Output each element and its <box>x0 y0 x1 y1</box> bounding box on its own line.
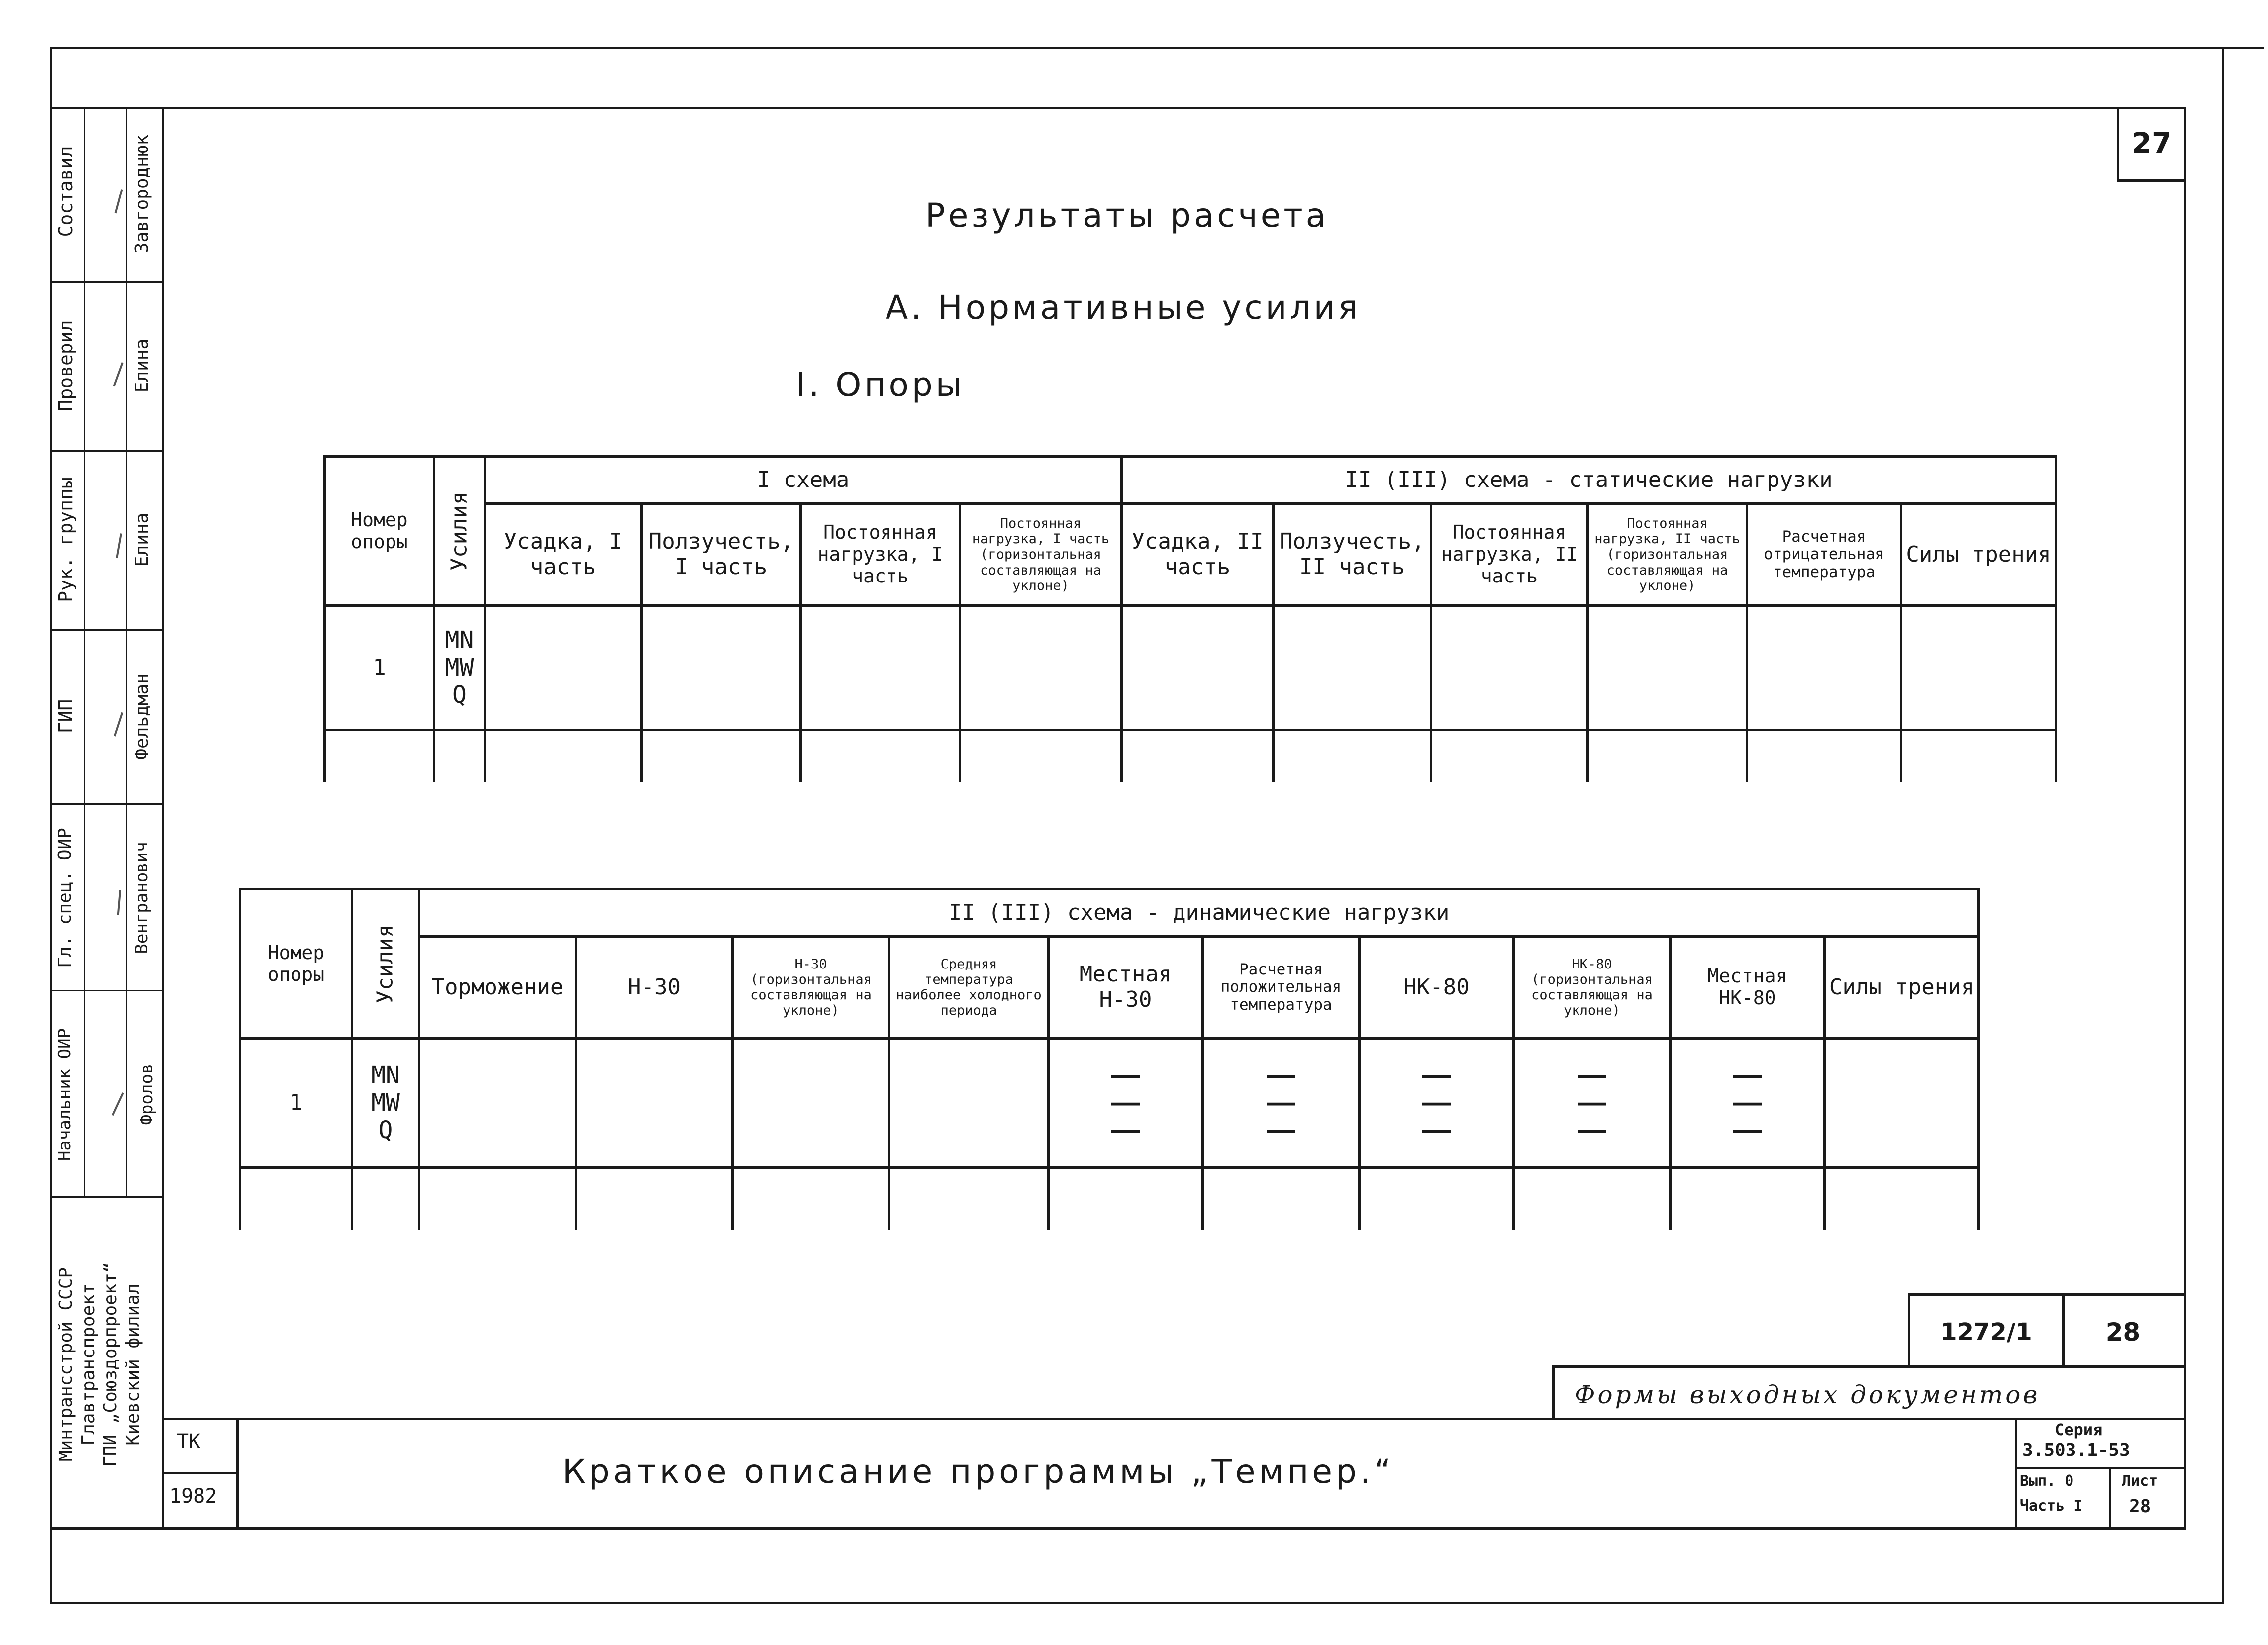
dash-cell-nk80: —— —— —— <box>1360 1039 1514 1168</box>
value-cell <box>485 606 642 730</box>
value-cell <box>1122 606 1274 730</box>
empty-cell <box>889 1168 1049 1230</box>
sheet-number-box <box>2117 107 2186 182</box>
signature-col-divider-1 <box>84 107 85 1196</box>
sheet-number: 27 <box>2131 126 2172 160</box>
value-cell <box>576 1039 733 1168</box>
col-header-10: Силы трения <box>1901 504 2056 606</box>
stamp-series-left <box>2015 1418 2017 1530</box>
empty-cell <box>801 730 960 782</box>
frame-right <box>2222 47 2224 1604</box>
signature-role-5: Гл. спец. ОИР <box>55 828 75 968</box>
col-header-6: Расчетная положительная температура <box>1203 937 1360 1039</box>
force-q: Q <box>452 681 467 709</box>
signature-name-5: Венгранович <box>132 842 152 954</box>
col-header-1: Усадка, I часть <box>485 504 642 606</box>
support-number-header: Номер опоры <box>240 889 352 1039</box>
section-1-title: I. Опоры <box>796 366 965 404</box>
empty-cell <box>1203 1168 1360 1230</box>
signature-mark-6 <box>85 1080 124 1116</box>
sheet-label: Лист <box>2122 1472 2158 1490</box>
stamp-line-left <box>1552 1365 1555 1420</box>
col-header-4: Средняя температура наиболее холодного периода <box>889 937 1049 1039</box>
stamp-line-top <box>1552 1365 2186 1368</box>
empty-cell <box>642 730 801 782</box>
forces-header-text: Усилия <box>446 491 472 571</box>
value-cell <box>1747 606 1901 730</box>
col-header-6: Ползучесть, II часть <box>1274 504 1431 606</box>
empty-cell <box>1588 730 1747 782</box>
signature-mark-4 <box>86 703 123 736</box>
inner-frame-left <box>162 107 164 1530</box>
signature-mark-3 <box>87 528 122 558</box>
empty-cell <box>1671 1168 1825 1230</box>
col-header-2: Н-30 <box>576 937 733 1039</box>
inner-frame-top <box>52 107 2186 109</box>
col-header-9: Расчетная отрицательная температура <box>1747 504 1901 606</box>
forces-cell <box>352 1039 419 1168</box>
signature-role-3: Рук. группы <box>55 477 77 602</box>
empty-cell <box>1747 730 1901 782</box>
issue-label: Вып. 0 <box>2020 1472 2074 1490</box>
signature-name-6: Фролов <box>137 1064 157 1125</box>
signature-name-2: Елина <box>132 338 152 393</box>
col-header-2: Ползучесть, I часть <box>642 504 801 606</box>
series-value: 3.503.1-53 <box>2022 1440 2130 1460</box>
dash-cell-positive-temp: —— —— —— <box>1203 1039 1360 1168</box>
col-header-5: Местная Н-30 <box>1049 937 1203 1039</box>
forces-cell <box>434 606 485 730</box>
empty-cell <box>960 730 1122 782</box>
group-scheme-2-dynamic: II (III) схема - динамические нагрузки <box>419 889 1979 937</box>
empty-cell <box>1514 1168 1671 1230</box>
col-header-4: Постоянная нагрузка, I часть (горизонтальная составляющая на уклоне) <box>960 504 1122 606</box>
signature-col-divider-2 <box>126 107 127 1196</box>
stamp-row-mid-left <box>164 1472 239 1474</box>
support-number-header: Номер опоры <box>325 457 434 606</box>
signature-mark-2 <box>85 352 123 387</box>
dynamic-loads-table <box>239 888 1980 1230</box>
dash-cell-nk80-horizontal: —— —— —— <box>1514 1039 1671 1168</box>
col-header-8: Постоянная нагрузка, II часть (горизонтальная составляющая на уклоне) <box>1588 504 1747 606</box>
empty-cell <box>434 730 485 782</box>
doc-code-box <box>1908 1293 2065 1368</box>
dash-cell-local-h30: —— —— —— <box>1049 1039 1203 1168</box>
empty-cell <box>1122 730 1274 782</box>
empty-cell <box>1049 1168 1203 1230</box>
value-cell <box>1825 1039 1979 1168</box>
dash-cell-local-nk80: —— —— —— <box>1671 1039 1825 1168</box>
org-line-1: Минтрансстрой СССР <box>56 1267 76 1462</box>
frame-left-outer <box>50 47 52 1602</box>
signature-name-3: Елина <box>132 512 152 567</box>
signature-role-4: ГИП <box>55 699 77 734</box>
signature-role-1: Составил <box>55 146 77 237</box>
signature-role-2: Проверил <box>55 320 77 411</box>
org-line-4: Киевский филиал <box>123 1283 143 1446</box>
empty-cell <box>1274 730 1431 782</box>
empty-cell <box>1431 730 1588 782</box>
value-cell <box>960 606 1122 730</box>
signature-name-1: Завгороднюк <box>132 134 152 254</box>
page-number-box <box>2062 1293 2186 1368</box>
series-label: Серия <box>2055 1420 2103 1439</box>
col-header-3: Постоянная нагрузка, I часть <box>801 504 960 606</box>
year: 1982 <box>169 1485 217 1508</box>
signature-mark-5 <box>88 887 121 915</box>
empty-cell <box>1901 730 2056 782</box>
sheet-value: 28 <box>2129 1496 2151 1517</box>
empty-cell <box>733 1168 889 1230</box>
value-cell <box>733 1039 889 1168</box>
forces-header <box>352 889 419 1039</box>
col-header-8: НК-80 (горизонтальная составляющая на уклоне) <box>1514 937 1671 1039</box>
stamp-sheet-divider <box>2109 1467 2111 1527</box>
group-scheme-2-static: II (III) схема - статические нагрузки <box>1122 457 2056 504</box>
org-code: ТК <box>177 1430 201 1453</box>
value-cell <box>1588 606 1747 730</box>
forces-header <box>434 457 485 606</box>
value-cell <box>642 606 801 730</box>
empty-cell <box>325 730 434 782</box>
org-line-3: ГПИ „Союздорпроект“ <box>100 1262 121 1467</box>
force-mn: MN <box>445 626 474 654</box>
force-mw: MW <box>445 653 474 681</box>
value-cell <box>419 1039 576 1168</box>
empty-cell <box>1360 1168 1514 1230</box>
org-line-2: Главтранспроект <box>78 1283 99 1446</box>
col-header-7: Постоянная нагрузка, II часть <box>1431 504 1588 606</box>
value-cell <box>889 1039 1049 1168</box>
value-cell <box>1901 606 2056 730</box>
col-header-10: Силы трения <box>1825 937 1979 1039</box>
value-cell <box>801 606 960 730</box>
force-q: Q <box>378 1116 393 1145</box>
support-number-cell: 1 <box>325 606 434 730</box>
col-header-9: Местная НК-80 <box>1671 937 1825 1039</box>
empty-cell <box>419 1168 576 1230</box>
program-title: Краткое описание программы „Темпер.“ <box>562 1452 1395 1491</box>
signature-mark-1 <box>86 182 123 214</box>
section-a-title: А. Нормативные усилия <box>886 289 1361 327</box>
signature-role-6: Начальник ОИР <box>55 1028 75 1161</box>
part-label: Часть I <box>2020 1497 2083 1515</box>
signature-name-4: Фельдман <box>132 673 152 760</box>
signature-strip <box>52 107 162 1530</box>
static-loads-table <box>323 455 2057 782</box>
empty-cell <box>1825 1168 1979 1230</box>
col-header-7: НК-80 <box>1360 937 1514 1039</box>
col-header-1: Торможение <box>419 937 576 1039</box>
frame-top <box>50 47 2264 49</box>
col-header-5: Усадка, II часть <box>1122 504 1274 606</box>
empty-cell <box>485 730 642 782</box>
support-number-cell: 1 <box>240 1039 352 1168</box>
stamp-series-mid <box>2015 1467 2186 1469</box>
force-mn: MN <box>371 1061 400 1089</box>
force-mw: MW <box>371 1088 400 1117</box>
empty-cell <box>576 1168 733 1230</box>
stamp-main-bottom <box>52 1527 2186 1530</box>
value-cell <box>1431 606 1588 730</box>
forms-title: Формы выходных документов <box>1575 1380 2040 1409</box>
col-header-3: Н-30 (горизонтальная составляющая на уклоне) <box>733 937 889 1039</box>
empty-cell <box>240 1168 352 1230</box>
value-cell <box>1274 606 1431 730</box>
forces-header-text: Усилия <box>372 924 398 1003</box>
empty-cell <box>352 1168 419 1230</box>
frame-bottom <box>50 1602 2224 1604</box>
doc-code: 1272/1 <box>1940 1318 2032 1346</box>
main-title: Результаты расчета <box>925 196 1329 235</box>
group-scheme-1: I схема <box>485 457 1122 504</box>
page-number: 28 <box>2105 1317 2141 1347</box>
stamp-main-top <box>164 1418 2186 1420</box>
